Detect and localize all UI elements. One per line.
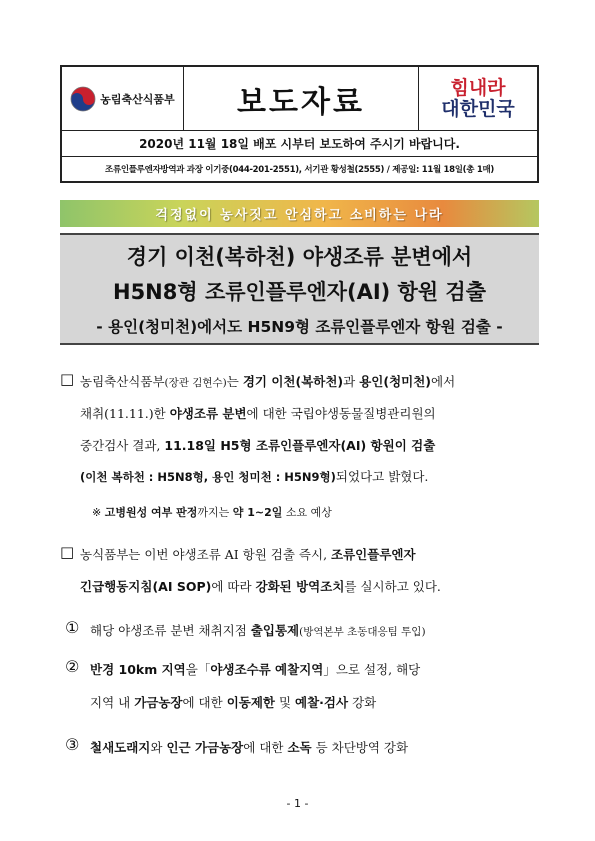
text-span: 용인(청미천) [359,374,432,389]
ministry-logo [62,67,184,130]
text-span: 반경 10km 지역 [90,662,186,677]
text-span: 강화 [348,695,377,710]
ministry-name: 농림축산식품부 [100,92,175,106]
para2-line1 [80,545,416,563]
text-span: 인근 가금농장 [166,740,244,755]
text-span: 고병원성 여부 판정 [104,506,198,519]
text-span: 강화된 방역조치 [255,579,345,594]
text-span: (방역본부 초동대응팀 투입) [299,626,426,638]
item2-line2 [90,693,376,711]
text-span: 야생조수류 예찰지역 [210,662,324,677]
text-span: 야생조류 분변 [169,406,247,421]
item1-number: ① [65,618,80,637]
text-span: 및 [275,695,296,710]
text-span: 에 따라 [211,579,256,594]
slogan-banner [60,200,539,227]
text-span: 예찰·검사 [295,695,349,710]
text-span: 에서 [431,374,456,389]
text-span: 와 [150,740,167,755]
slogan-line1: 힘내라 [450,76,506,99]
text-span: 긴급행동지침(AI SOP) [80,579,212,594]
text-span: 소독 [287,740,312,755]
text-span: 해당 야생조류 분변 채취지점 [90,623,251,638]
text-span: 11.18일 H5형 조류인플루엔자(AI) 항원이 검출 [164,438,436,453]
item3-line [90,738,408,756]
headline-line1: 경기 이천(복하천) 야생조류 분변에서 [126,245,473,269]
text-span: 에 대한 [243,740,288,755]
text-span: 가금농장 [134,695,183,710]
text-span: 등 차단방역 강화 [311,740,409,755]
press-release-header [60,65,539,183]
item1-line [90,621,426,639]
banner-text: 걱정없이 농사짓고 안심하고 소비하는 나라 [155,208,444,223]
contact-info: 조류인플루엔자방역과 과장 이기중(044-201-2551), 서기관 황성철(2555) / 제공일: 11월 18일(총 1매) [105,165,494,175]
taegeuk-icon [70,86,96,112]
text-span: 이동제한 [226,695,275,710]
text-span: 지역 내 [90,695,135,710]
text-span: 농림축산식품부 [80,374,165,389]
slogan-line2: 대한민국 [441,97,515,120]
para1-line3 [80,436,435,454]
item3-number: ③ [65,735,80,754]
text-span: 출입통제 [250,623,300,638]
item2-line1 [90,660,420,678]
para1-line1 [80,372,455,390]
text-span: 되었다고 밝혔다. [335,469,429,484]
paragraph1-bullet: □ [60,370,75,388]
text-span: 채취(11.11.)한 [80,406,170,421]
text-span: 까지는 [197,506,233,519]
text-span: 중간검사 결과, [80,438,165,453]
headline-subtitle: - 용인(청미천)에서도 H5N9형 조류인플루엔자 항원 검출 - [96,318,503,336]
text-span: 」으로 설정, 해당 [323,662,421,677]
text-span: 에 대한 [182,695,227,710]
page-number: - 1 - [286,797,309,810]
text-span: 를 실시하고 있다. [344,579,441,594]
release-note: 2020년 11월 18일 배포 시부터 보도하여 주시기 바랍니다. [62,131,537,157]
text-span: 경기 이천(복하천) [242,374,344,389]
note-mark: ※ [92,506,102,519]
headline-box [60,233,539,345]
text-span: 을「 [185,662,211,677]
slogan-logo [419,67,537,130]
para1-line4 [80,467,428,485]
text-span: 농식품부는 이번 야생조류 AI 항원 검출 즉시, [80,547,332,562]
item2-number: ② [65,657,80,676]
para2-line2 [80,577,441,595]
text-span: 소요 예상 [282,506,332,519]
text-span: (장관 김현수) [164,377,227,389]
document-title: 보도자료 [184,67,419,130]
paragraph2-bullet: □ [60,543,75,561]
text-span: 철새도래지 [90,740,151,755]
text-span: 조류인플루엔자 [331,547,416,562]
text-span: 는 [226,374,243,389]
headline-line2: H5N8형 조류인플루엔자(AI) 항원 검출 [113,280,486,304]
para1-note [92,504,332,520]
text-span: 에 대한 국립야생동물질병관리원의 [246,406,436,421]
text-span: 약 1~2일 [232,506,283,519]
text-span: 과 [343,374,360,389]
para1-line2 [80,404,436,422]
header-top-row [62,67,537,131]
text-span: (이천 복하천 : H5N8형, 용인 청미천 : H5N9형) [80,470,336,484]
